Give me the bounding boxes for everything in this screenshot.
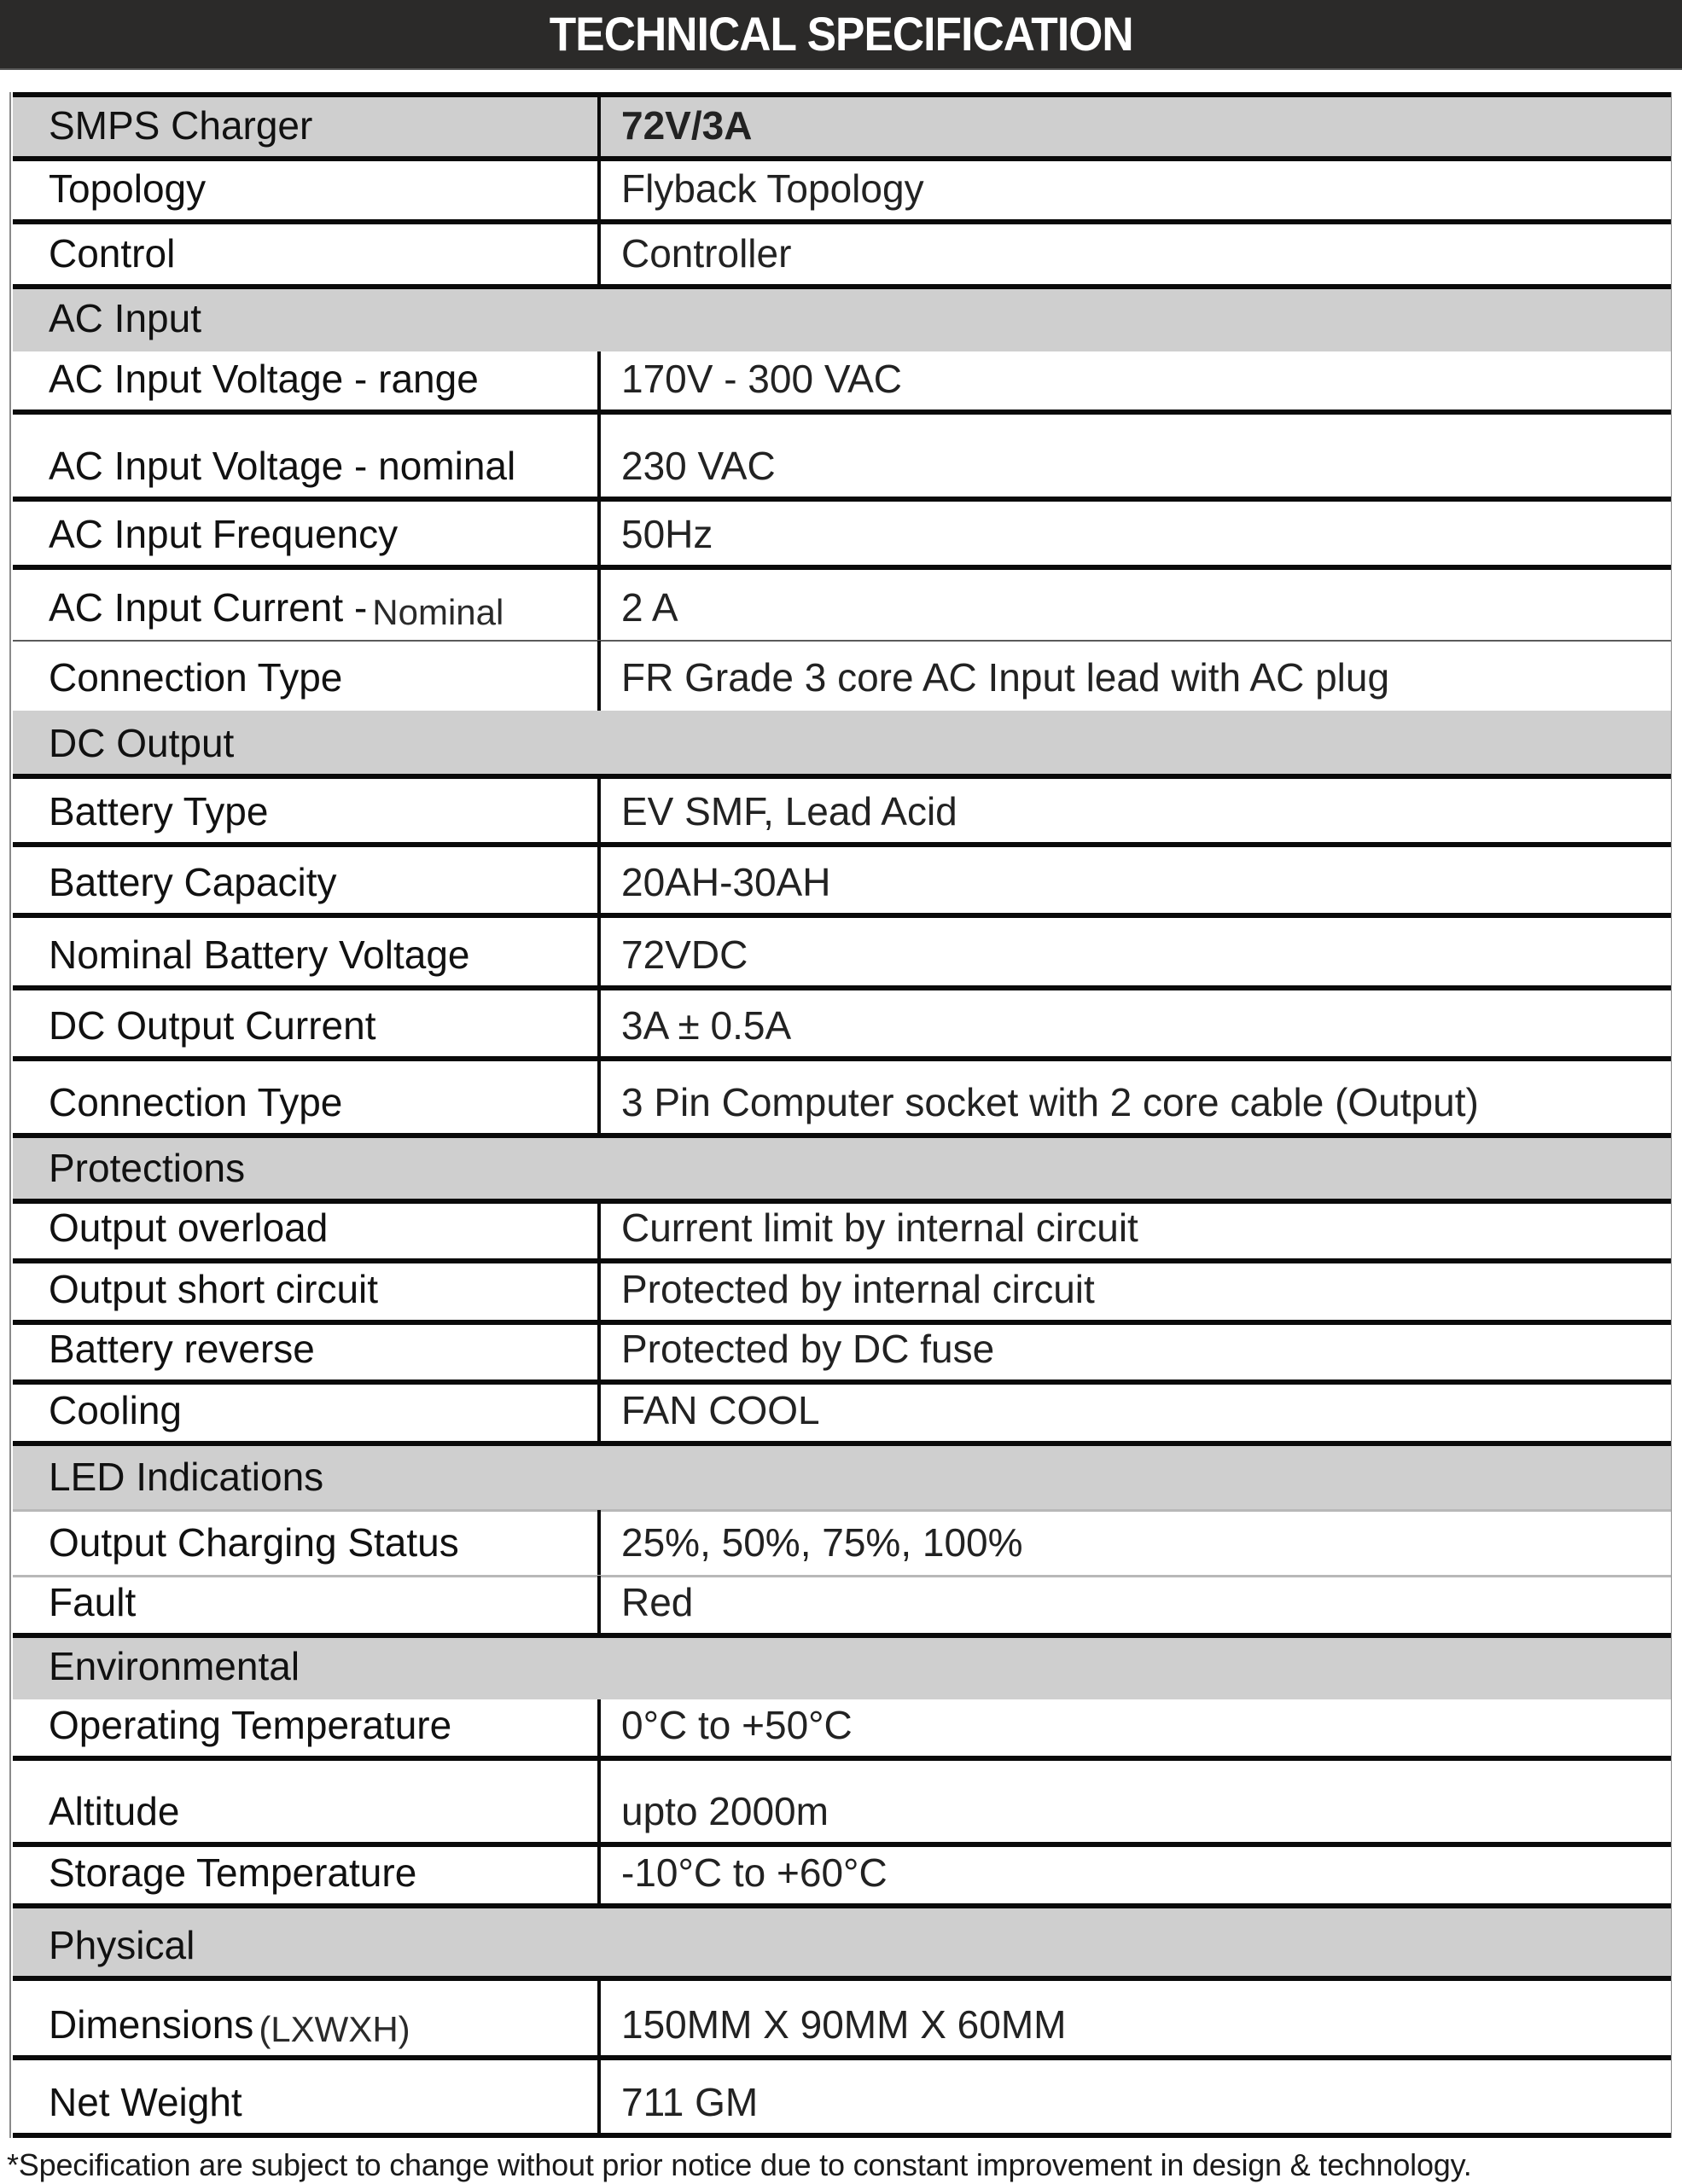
row-divider-line <box>13 1633 1671 1638</box>
column-divider <box>597 915 601 988</box>
spec-row-connection-type <box>13 641 1671 711</box>
spec-label <box>49 1080 343 1124</box>
spec-label <box>49 357 479 401</box>
spec-label-text: AC Input Current - <box>49 585 368 630</box>
spec-row-battery-type <box>13 776 1671 845</box>
spec-row-output-overload <box>13 1201 1671 1261</box>
table-header-row <box>13 95 1671 159</box>
column-divider <box>597 1758 601 1844</box>
column-divider <box>597 1382 601 1443</box>
spec-label-suffix: Nominal <box>372 592 504 632</box>
spec-row-altitude <box>13 1758 1671 1844</box>
spec-label <box>49 166 207 211</box>
spec-value: 72VDC <box>621 932 748 977</box>
spec-label <box>49 1850 417 1895</box>
row-divider-line <box>13 640 1671 642</box>
column-divider <box>597 95 601 159</box>
spec-value: Controller <box>621 231 792 276</box>
spec-label-text: Dimensions <box>49 2002 254 2047</box>
spec-value: 711 GM <box>621 2080 759 2124</box>
spec-value: 25%, 50%, 75%, 100% <box>621 1520 1023 1565</box>
spec-label-text: Cooling <box>49 1388 182 1432</box>
spec-label-text: Output Charging Status <box>49 1520 459 1565</box>
section-title <box>49 1644 300 1688</box>
section-title <box>49 1923 195 1967</box>
spec-label <box>49 2082 242 2122</box>
spec-row-battery-reverse <box>13 1322 1671 1382</box>
row-divider-line <box>13 1509 1671 1512</box>
spec-label-text: AC Input Voltage - nominal <box>49 444 516 488</box>
column-divider <box>597 1978 601 2058</box>
spec-row-output-charging-status <box>13 1510 1671 1576</box>
spec-label-text: SMPS Charger <box>49 103 313 148</box>
row-divider-line <box>13 1258 1671 1263</box>
section-title <box>49 1455 324 1499</box>
spec-label-text: Altitude <box>49 1789 180 1833</box>
row-divider-line <box>13 842 1671 847</box>
spec-row-nominal-battery-voltage <box>13 915 1671 988</box>
spec-row-dc-output-current <box>13 988 1671 1059</box>
row-divider-line <box>13 774 1671 779</box>
spec-value: 0°C to +50°C <box>621 1703 853 1747</box>
spec-row-storage-temperature <box>13 1844 1671 1906</box>
spec-label-text: Battery Capacity <box>49 860 337 904</box>
spec-row-operating-temperature <box>13 1699 1671 1758</box>
column-divider <box>597 1261 601 1322</box>
spec-label-text: Battery reverse <box>49 1327 315 1371</box>
spec-value: 170V - 300 VAC <box>621 357 903 401</box>
section-header-protections <box>13 1136 1671 1201</box>
spec-label-text: DC Output Current <box>49 1003 376 1048</box>
column-divider <box>597 1322 601 1382</box>
spec-label <box>49 585 504 632</box>
spec-label <box>49 1705 451 1745</box>
column-divider <box>597 1059 601 1136</box>
spec-label <box>49 932 470 977</box>
spec-label <box>49 1269 378 1309</box>
spec-label <box>49 1205 329 1250</box>
spec-value: upto 2000m <box>621 1789 829 1833</box>
row-divider-line <box>13 1320 1671 1325</box>
row-divider-line <box>13 1575 1671 1577</box>
spec-row-topology <box>13 159 1671 222</box>
spec-value: 20AH-30AH <box>621 860 831 904</box>
spec-label <box>49 789 269 834</box>
spec-label <box>49 1327 315 1371</box>
row-divider-line <box>13 2133 1671 2138</box>
column-divider <box>597 988 601 1059</box>
spec-label-text: Output overload <box>49 1205 329 1250</box>
row-divider-line <box>13 219 1671 224</box>
spec-label-text: Net Weight <box>49 2080 242 2124</box>
spec-label <box>49 1789 180 1833</box>
spec-label-text: Fault <box>49 1580 137 1624</box>
spec-label-text: Operating Temperature <box>49 1703 452 1747</box>
spec-label-text: AC Input Voltage - range <box>49 357 479 401</box>
column-divider <box>597 1510 601 1576</box>
spec-label-text: Storage Temperature <box>49 1850 417 1895</box>
spec-label-text: Output short circuit <box>49 1267 379 1311</box>
spec-label-text: DC Output <box>49 721 235 765</box>
column-divider <box>597 351 601 412</box>
spec-value: 2 A <box>621 585 678 630</box>
spec-label <box>49 1520 459 1565</box>
row-divider-line <box>13 1199 1671 1204</box>
spec-label-text: AC Input <box>49 296 201 340</box>
column-divider <box>597 1201 601 1261</box>
spec-row-net-weight <box>13 2058 1671 2135</box>
column-divider <box>597 222 601 287</box>
row-divider-line <box>13 92 1671 97</box>
row-divider-line <box>13 1441 1671 1446</box>
spec-row-battery-capacity <box>13 845 1671 915</box>
column-divider <box>597 1576 601 1635</box>
spec-value: Protected by internal circuit <box>621 1267 1095 1311</box>
row-divider-line <box>13 1842 1671 1847</box>
spec-label-text: Physical <box>49 1923 195 1967</box>
row-divider-line <box>13 1133 1671 1138</box>
spec-value: EV SMF, Lead Acid <box>621 789 957 834</box>
row-divider-line <box>13 1380 1671 1385</box>
row-divider-line <box>13 913 1671 918</box>
row-divider-line <box>13 1056 1671 1061</box>
row-divider-line <box>13 497 1671 502</box>
spec-value: 230 VAC <box>621 444 776 488</box>
spec-label-text: Connection Type <box>49 1080 343 1124</box>
column-divider <box>597 845 601 915</box>
spec-label <box>49 1003 376 1048</box>
section-header-environmental <box>13 1635 1671 1699</box>
spec-label <box>49 231 176 276</box>
spec-label-text: LED Indications <box>49 1455 324 1499</box>
spec-label <box>49 2002 410 2049</box>
model-rating: 72V/3A <box>621 103 753 148</box>
spec-label-suffix: (LXWXH) <box>259 2009 410 2049</box>
spec-value: Current limit by internal circuit <box>621 1205 1138 1250</box>
section-header-ac-input <box>13 287 1671 351</box>
row-divider-line <box>13 1756 1671 1761</box>
section-header-dc-output <box>13 711 1671 776</box>
spec-row-ac-input-frequency <box>13 499 1671 567</box>
column-divider <box>597 412 601 499</box>
spec-label-text: Connection Type <box>49 655 343 700</box>
spec-row-dimensions-lxwxh <box>13 1978 1671 2058</box>
row-divider-line <box>13 565 1671 570</box>
footer-disclaimer: *Specification are subject to change without prior notice due to constant improvement in design & technology. <box>7 2147 1472 2182</box>
spec-label-text: Environmental <box>49 1644 300 1688</box>
column-divider <box>597 2058 601 2135</box>
spec-value: FR Grade 3 core AC Input lead with AC plug <box>621 655 1390 700</box>
title-banner <box>0 0 1682 70</box>
spec-value: 50Hz <box>621 512 713 556</box>
spec-row-fault <box>13 1576 1671 1635</box>
column-divider <box>597 776 601 845</box>
column-divider <box>597 567 601 641</box>
spec-value: Flyback Topology <box>621 166 924 211</box>
column-divider <box>597 1844 601 1906</box>
section-title <box>49 296 201 340</box>
spec-row-cooling <box>13 1382 1671 1443</box>
row-divider-line <box>13 2055 1671 2060</box>
spec-row-ac-input-voltage-nominal <box>13 412 1671 499</box>
spec-label <box>49 1580 137 1624</box>
spec-label <box>49 103 313 148</box>
spec-value: 3A ± 0.5A <box>621 1003 792 1048</box>
section-title <box>49 1148 245 1188</box>
section-title <box>49 723 234 763</box>
spec-row-ac-input-voltage-range <box>13 351 1671 412</box>
column-divider <box>597 641 601 711</box>
column-divider <box>597 1699 601 1758</box>
section-header-physical <box>13 1906 1671 1978</box>
section-header-led-indications <box>13 1443 1671 1510</box>
spec-value: Red <box>621 1580 694 1624</box>
row-divider-line <box>13 156 1671 161</box>
spec-row-connection-type <box>13 1059 1671 1136</box>
spec-label <box>49 514 398 554</box>
row-divider-line <box>13 410 1671 415</box>
column-divider <box>597 159 601 222</box>
spec-label-text: Nominal Battery Voltage <box>49 932 470 977</box>
spec-row-ac-input-current-nominal <box>13 567 1671 641</box>
spec-label-text: Control <box>49 231 176 276</box>
spec-label-text: Battery Type <box>49 789 269 834</box>
page-title: TECHNICAL SPECIFICATION <box>549 7 1133 61</box>
spec-label <box>49 860 337 904</box>
spec-label <box>49 655 343 700</box>
spec-label <box>49 1388 182 1432</box>
row-divider-line <box>13 284 1671 289</box>
spec-value: Protected by DC fuse <box>621 1327 995 1371</box>
spec-value: FAN COOL <box>621 1388 820 1432</box>
spec-label-text: Topology <box>49 166 207 211</box>
spec-value: 150MM X 90MM X 60MM <box>621 2002 1067 2047</box>
row-divider-line <box>13 985 1671 990</box>
row-divider-line <box>13 1903 1671 1908</box>
spec-label <box>49 444 516 488</box>
spec-row-output-short-circuit <box>13 1261 1671 1322</box>
row-divider-line <box>13 1976 1671 1981</box>
spec-value: 3 Pin Computer socket with 2 core cable (Output) <box>621 1080 1479 1124</box>
spec-row-control <box>13 222 1671 287</box>
spec-label-text: Protections <box>49 1146 246 1190</box>
column-divider <box>597 499 601 567</box>
spec-value: -10°C to +60°C <box>621 1850 888 1895</box>
spec-label-text: AC Input Frequency <box>49 512 399 556</box>
